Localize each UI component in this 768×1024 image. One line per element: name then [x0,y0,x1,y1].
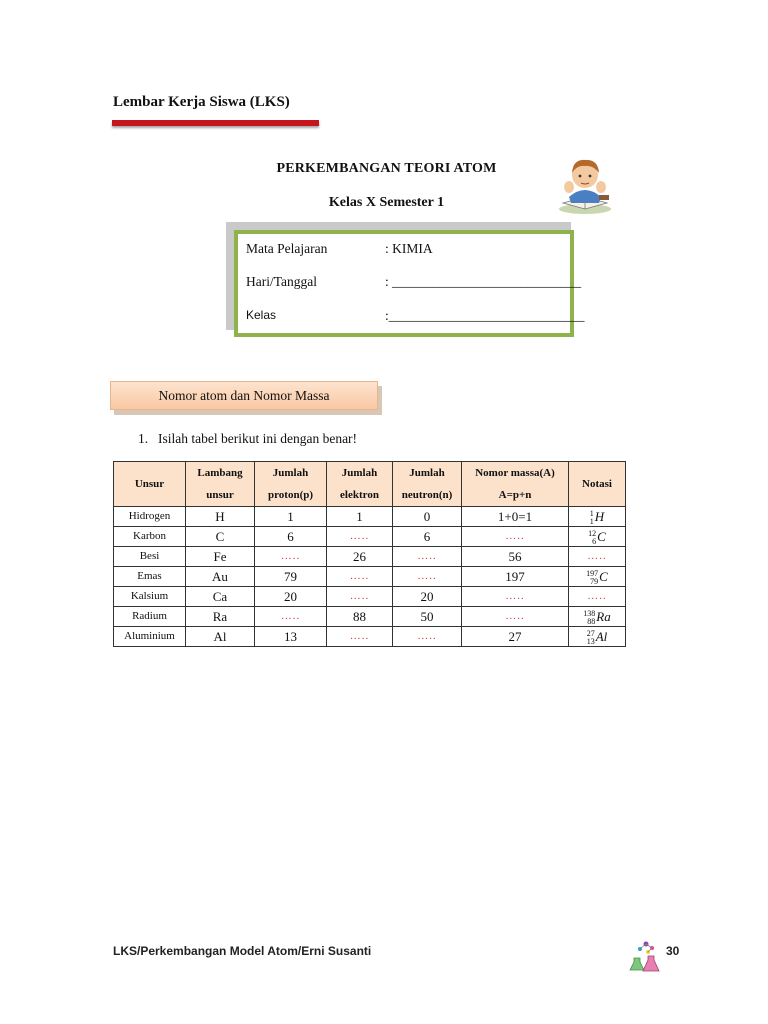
cell-proton: ….. [255,607,327,627]
header-massa: Nomor massa(A) A=p+n [462,462,569,507]
cell-unsur: Karbon [114,527,186,547]
section-heading: Nomor atom dan Nomor Massa [110,381,378,410]
instruction-number: 1. [138,431,149,446]
atomic-number: 1 [589,517,594,527]
cell-proton: 20 [255,587,327,607]
cell-notasi [569,527,626,547]
info-label-date: Hari/Tanggal [246,274,318,289]
identity-info-box [234,230,585,337]
cell-lambang: Ca [186,587,255,607]
cell-unsur: Kalsium [114,587,186,607]
header-neutron: Jumlah neutron(n) [393,462,462,507]
cell-neutron: 20 [393,587,462,607]
cell-neutron: 50 [393,607,462,627]
table-row [114,547,626,567]
mass-number: 138 [583,609,596,619]
cell-elektron: ….. [327,527,393,547]
page-subtitle: Kelas X Semester 1 [328,195,445,210]
cell-elektron: ….. [327,627,393,647]
cell-unsur: Hidrogen [114,507,186,527]
table-row [114,527,626,547]
cell-massa: 197 [462,567,569,587]
info-value-class: :_____________________________ [385,308,585,323]
table-row [114,587,626,607]
table-row [114,567,626,587]
element-symbol: C [599,569,608,585]
cell-notasi [569,627,626,647]
header-elektron: Jumlah elektron [327,462,393,507]
cell-unsur: Emas [114,567,186,587]
cell-lambang: Fe [186,547,255,567]
isotope-notation [589,509,605,527]
cell-massa: ….. [462,527,569,547]
chemistry-flask-icon [628,938,662,974]
cell-notasi [569,607,626,627]
cell-lambang: Au [186,567,255,587]
mass-number: 197 [586,569,599,579]
cell-notasi: ….. [569,587,626,607]
cell-elektron: ….. [327,587,393,607]
cell-proton: 1 [255,507,327,527]
table-row [114,507,626,527]
cell-elektron: 1 [327,507,393,527]
element-symbol: Al [595,629,608,645]
cell-unsur: Aluminium [114,627,186,647]
atomic-number: 13 [586,637,595,647]
atom-table [113,461,626,647]
cell-elektron: ….. [327,567,393,587]
mass-number: 1 [589,509,594,519]
header-unsur: Unsur [114,462,186,507]
atomic-number: 79 [590,577,599,587]
header-lambang: Lambang unsur [186,462,255,507]
cell-notasi [569,567,626,587]
cell-proton: ….. [255,547,327,567]
isotope-notation [586,629,608,647]
cell-elektron: 26 [327,547,393,567]
cell-neutron: ….. [393,567,462,587]
cell-unsur: Radium [114,607,186,627]
cell-massa: ….. [462,607,569,627]
cell-massa: ….. [462,587,569,607]
mass-number: 12 [588,529,597,539]
element-symbol: H [594,509,605,524]
student-reading-illustration [555,153,615,215]
cell-neutron: ….. [393,547,462,567]
cell-massa: 1+0=1 [462,507,569,527]
element-symbol: Ra [596,609,611,625]
cell-proton: 13 [255,627,327,647]
page-number: 30 [666,944,680,958]
isotope-notation [588,529,606,547]
cell-massa: 27 [462,627,569,647]
cell-proton: 79 [255,567,327,587]
table-row [114,627,626,647]
cell-lambang: Al [186,627,255,647]
cell-lambang: Ra [186,607,255,627]
cell-neutron: 0 [393,507,462,527]
info-label-subject: Mata Pelajaran [246,241,328,256]
instruction [138,431,357,447]
title-underline [112,120,319,126]
cell-elektron: 88 [327,607,393,627]
info-value-subject: : KIMIA [385,241,433,256]
cell-neutron: ….. [393,627,462,647]
mass-number: 27 [586,629,595,639]
header-proton: Jumlah proton(p) [255,462,327,507]
atomic-number: 88 [587,617,596,627]
cell-neutron: 6 [393,527,462,547]
atomic-number: 6 [592,537,597,547]
cell-proton: 6 [255,527,327,547]
cell-massa: 56 [462,547,569,567]
footer-text: LKS/Perkembangan Model Atom/Erni Susanti [113,944,372,958]
info-value-date: : ____________________________ [385,274,582,289]
isotope-notation [586,569,608,587]
page-title: PERKEMBANGAN TEORI ATOM [276,161,497,176]
info-label-class: Kelas [246,308,277,322]
table-header-row [114,462,626,507]
cell-unsur: Besi [114,547,186,567]
cell-notasi: ….. [569,547,626,567]
cell-notasi [569,507,626,527]
table-row [114,607,626,627]
isotope-notation [583,609,611,627]
lks-title: Lembar Kerja Siswa (LKS) [113,94,290,110]
header-notasi: Notasi [569,462,626,507]
element-symbol: C [597,529,606,545]
instruction-text: Isilah tabel berikut ini dengan benar! [158,431,358,446]
cell-lambang: H [186,507,255,527]
cell-lambang: C [186,527,255,547]
